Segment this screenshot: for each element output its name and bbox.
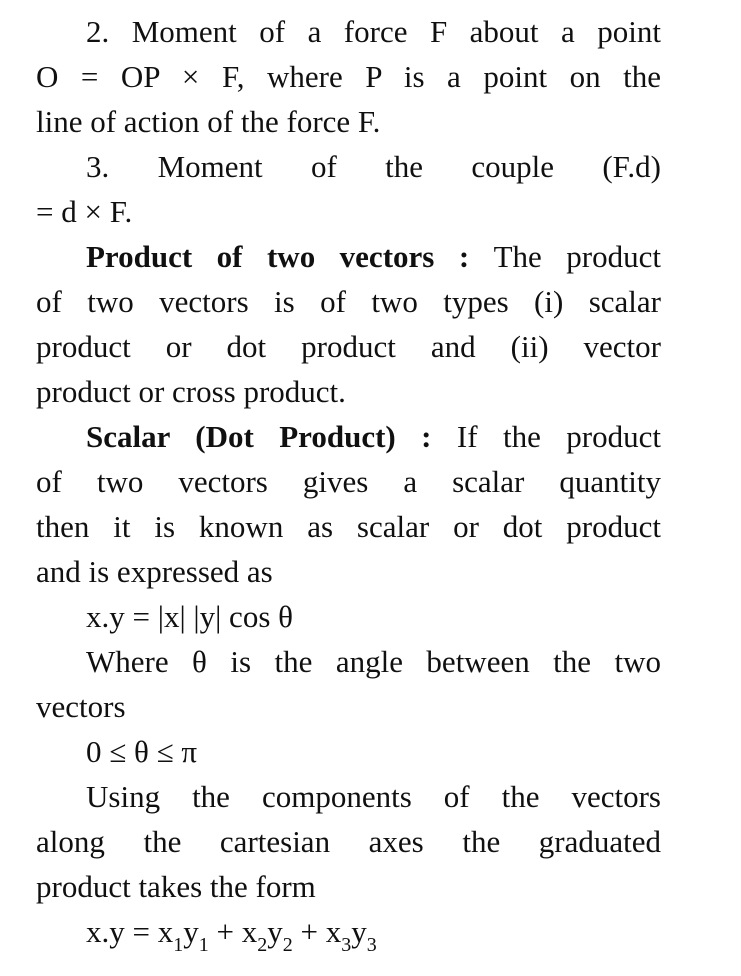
text-line: [36, 324, 661, 369]
text-run: y: [351, 914, 367, 949]
text-run: Where θ is the angle between the two: [86, 644, 661, 679]
text-line: [36, 279, 661, 324]
heading-run: Product of two vectors :: [86, 239, 494, 274]
text-line: [36, 189, 661, 234]
text-run: then it is known as scalar or dot product: [36, 509, 661, 544]
subscript: 3: [341, 934, 352, 956]
text-run: vectors: [36, 689, 126, 724]
text-line: [36, 414, 661, 459]
text-line: [36, 9, 661, 54]
text-line: [36, 99, 661, 144]
text-line: [36, 774, 661, 819]
text-run: + x: [292, 914, 342, 949]
text-line: [36, 54, 661, 99]
text-line: [36, 504, 661, 549]
text-line: [36, 729, 661, 774]
text-run: = d × F.: [36, 194, 133, 229]
text-line: [36, 909, 661, 954]
text-run: y: [267, 914, 283, 949]
text-line: [36, 144, 661, 189]
text-run: 3. Moment of the couple (F.d): [86, 149, 661, 184]
text-run: of two vectors gives a scalar quantity: [36, 464, 661, 499]
heading-run: Scalar (Dot Product) :: [86, 419, 457, 454]
subscript: 1: [173, 934, 184, 956]
text-run: O = OP × F, where P is a point on the: [36, 59, 661, 94]
text-line: [36, 459, 661, 504]
text-run: 0 ≤ θ ≤ π: [86, 734, 198, 769]
text-run: y: [183, 914, 199, 949]
text-run: product or cross product.: [36, 374, 346, 409]
text-block: [36, 9, 661, 954]
text-run: product or dot product and (ii) vector: [36, 329, 661, 364]
text-line: [36, 234, 661, 279]
text-run: of two vectors is of two types (i) scalar: [36, 284, 661, 319]
text-run: along the cartesian axes the graduated: [36, 824, 661, 859]
text-run: x.y = |x| |y| cos θ: [86, 599, 293, 634]
subscript: 3: [366, 934, 377, 956]
subscript: 2: [282, 934, 293, 956]
text-run: and is expressed as: [36, 554, 273, 589]
text-run: 2. Moment of a force F about a point: [86, 14, 661, 49]
text-line: [36, 369, 661, 414]
text-run: The product: [493, 239, 661, 274]
text-line: [36, 864, 661, 909]
text-line: [36, 549, 661, 594]
text-run: Using the components of the vectors: [86, 779, 661, 814]
text-run: If the product: [456, 419, 661, 454]
subscript: 1: [198, 934, 209, 956]
text-run: x.y = x: [86, 914, 174, 949]
text-line: [36, 639, 661, 684]
text-line: [36, 819, 661, 864]
text-line: [36, 594, 661, 639]
text-run: + x: [208, 914, 258, 949]
text-run: product takes the form: [36, 869, 316, 904]
text-run: line of action of the force F.: [36, 104, 381, 139]
subscript: 2: [257, 934, 268, 956]
text-line: [36, 684, 661, 729]
